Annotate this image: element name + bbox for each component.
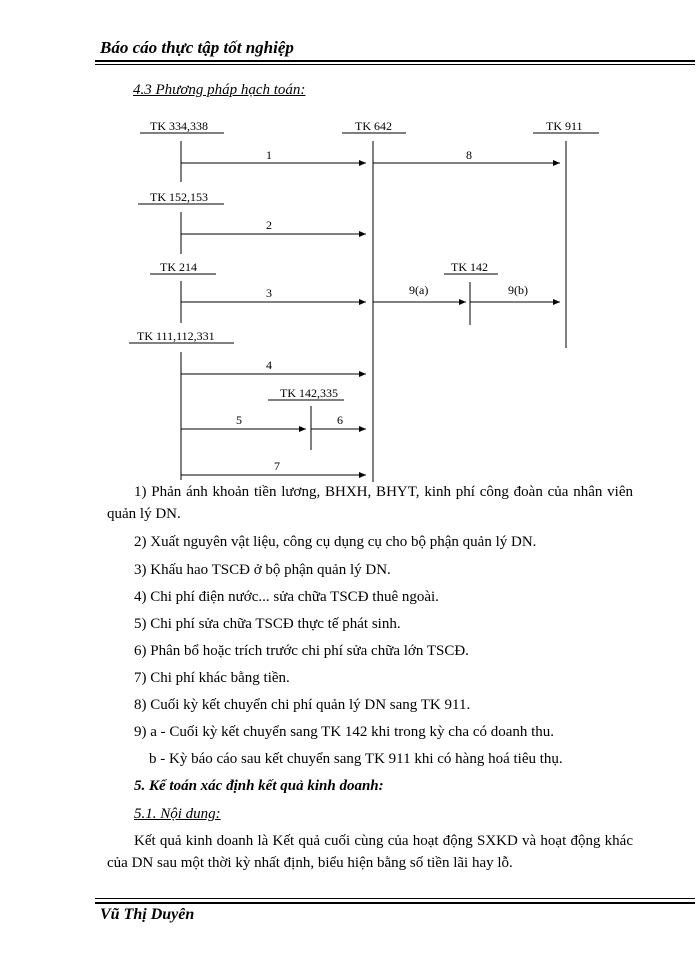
footer-rule — [95, 902, 695, 904]
arrow-2-label: 2 — [266, 218, 272, 232]
item-1: 1) Phản ánh khoản tiền lương, BHXH, BHYT, kinh phí công đoàn của nhân viên quản lý DN. — [107, 484, 633, 522]
arrow-9b-label: 9(b) — [508, 283, 528, 297]
item-8: 8) Cuối kỳ kết chuyển chi phí quản lý DN sang TK 911. — [134, 697, 471, 713]
arrow-5-label: 5 — [236, 413, 242, 427]
section-5-1-heading: 5.1. Nội dung: — [134, 806, 221, 822]
item-4: 4) Chi phí điện nước... sửa chữa TSCĐ thuê ngoài. — [134, 589, 439, 605]
arrow-7-label: 7 — [274, 459, 280, 473]
tk142b-label: TK 142,335 — [280, 386, 338, 400]
arrow-3-label: 3 — [266, 286, 272, 300]
tk111-label: TK 111,112,331 — [137, 329, 215, 343]
tk214-label: TK 214 — [160, 260, 197, 274]
footer-rule-thin — [95, 898, 695, 899]
tk334-label: TK 334,338 — [150, 119, 208, 133]
item-7: 7) Chi phí khác bằng tiền. — [134, 670, 290, 686]
arrow-4-label: 4 — [266, 358, 272, 372]
item-6: 6) Phân bổ hoặc trích trước chi phí sửa chữa lớn TSCĐ. — [134, 643, 469, 659]
page-footer-author: Vũ Thị Duyên — [100, 906, 195, 923]
tk142a-label: TK 142 — [451, 260, 488, 274]
page-header-title: Báo cáo thực tập tốt nghiệp — [100, 38, 294, 57]
tk911-label: TK 911 — [546, 119, 583, 133]
arrow-6-label: 6 — [337, 413, 343, 427]
arrow-1-label: 1 — [266, 148, 272, 162]
body-paragraph: Kết quả kinh doanh là Kết quả cuối cùng của hoạt động SXKD và hoạt động khác của DN sau một thời kỳ nhất định, biểu hiện bằng số tiền lãi hay lỗ. — [107, 833, 633, 871]
tk642-label: TK 642 — [355, 119, 392, 133]
item-9a: 9) a - Cuối kỳ kết chuyển sang TK 142 khi trong kỳ cha có doanh thu. — [134, 724, 555, 740]
section-5-heading: 5. Kế toán xác định kết quả kinh doanh: — [134, 778, 384, 794]
tk152-label: TK 152,153 — [150, 190, 208, 204]
item-9b: b - Kỳ báo cáo sau kết chuyển sang TK 911 khi có hàng hoá tiêu thụ. — [149, 751, 563, 767]
arrow-8-label: 8 — [466, 148, 472, 162]
arrow-9a-label: 9(a) — [409, 283, 429, 297]
item-3: 3) Khấu hao TSCĐ ở bộ phận quản lý DN. — [134, 562, 391, 578]
item-2: 2) Xuất nguyên vật liệu, công cụ dụng cụ cho bộ phận quản lý DN. — [134, 534, 537, 550]
section-4-3-heading: 4.3 Phương pháp hạch toán: — [133, 82, 306, 98]
item-5: 5) Chi phí sửa chữa TSCĐ thực tế phát sinh. — [134, 616, 401, 632]
